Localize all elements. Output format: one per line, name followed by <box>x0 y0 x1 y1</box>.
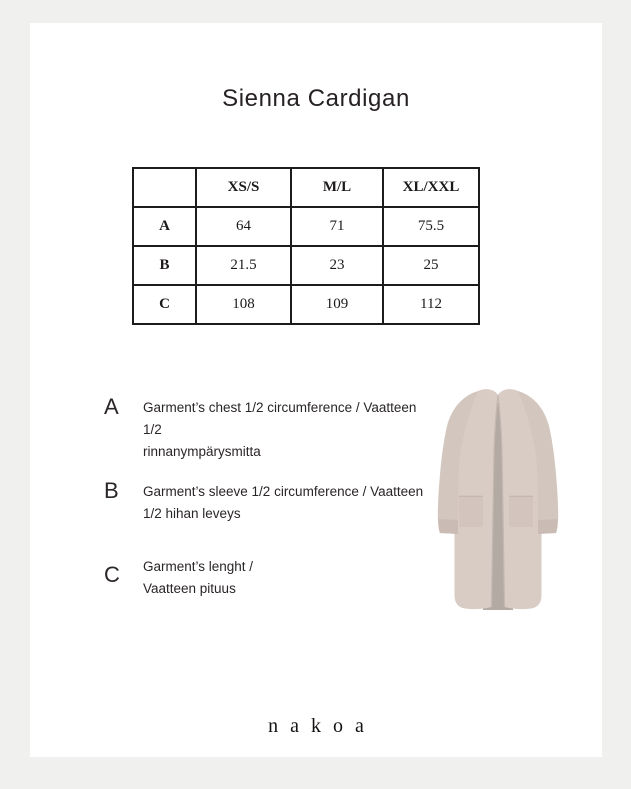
measurement-value: 112 <box>383 285 479 324</box>
size-guide-card <box>30 23 602 757</box>
cardigan-right-cuff <box>538 519 558 534</box>
measurement-value: 108 <box>196 285 291 324</box>
measurement-value: 25 <box>383 246 479 285</box>
table-row <box>133 285 479 324</box>
measurement-value: 109 <box>291 285 383 324</box>
row-label: B <box>133 246 196 285</box>
legend-description-a <box>143 397 431 463</box>
measurement-value: 64 <box>196 207 291 246</box>
cardigan-left-cuff <box>438 519 458 534</box>
measurement-value: 23 <box>291 246 383 285</box>
legend-letter-b: B <box>104 478 119 503</box>
table-row <box>133 207 479 246</box>
page-title: Sienna Cardigan <box>222 85 410 112</box>
cardigan-left-pocket <box>459 495 483 527</box>
legend-description-c <box>143 556 431 600</box>
size-column-header: XS/S <box>196 168 291 207</box>
size-table <box>132 167 480 325</box>
legend-line: 1/2 hihan leveys <box>143 506 241 521</box>
legend-letter-c: C <box>104 562 120 587</box>
measurement-value: 21.5 <box>196 246 291 285</box>
size-table-header-row <box>133 168 479 207</box>
size-column-header: XL/XXL <box>383 168 479 207</box>
legend-line: rinnanympärysmitta <box>143 444 261 459</box>
cardigan-right-pocket <box>509 495 533 527</box>
legend-line: Garment’s sleeve 1/2 circumference / Vaatteen <box>143 484 424 499</box>
size-table-corner-cell <box>133 168 196 207</box>
legend-description-b <box>143 481 431 525</box>
legend-letter-a: A <box>104 394 119 419</box>
cardigan-product-image <box>432 383 564 618</box>
table-row <box>133 246 479 285</box>
size-column-header: M/L <box>291 168 383 207</box>
legend-line: Garment’s lenght / <box>143 559 254 574</box>
legend-line: Garment’s chest 1/2 circumference / Vaatteen 1/2 <box>143 400 417 437</box>
brand-logo: nakoa <box>268 715 376 737</box>
measurement-value: 75.5 <box>383 207 479 246</box>
row-label: A <box>133 207 196 246</box>
row-label: C <box>133 285 196 324</box>
measurement-value: 71 <box>291 207 383 246</box>
legend-line: Vaatteen pituus <box>143 581 236 596</box>
